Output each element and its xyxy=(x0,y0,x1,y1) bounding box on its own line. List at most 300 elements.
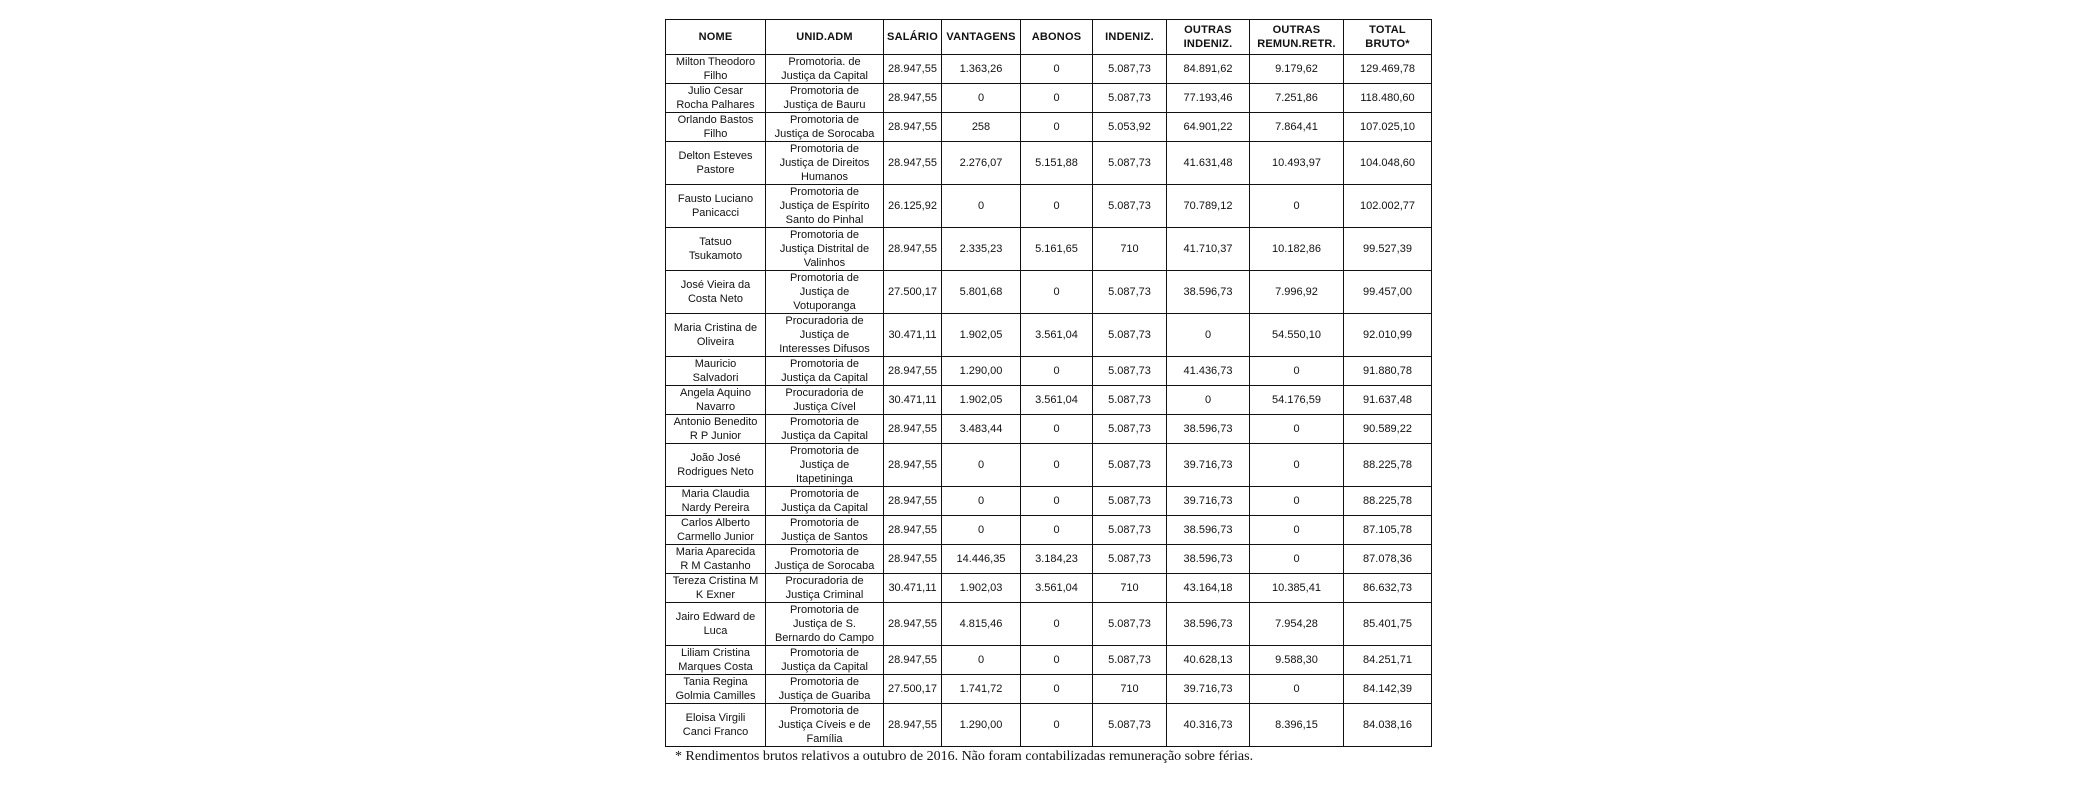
nome-cell xyxy=(666,113,766,142)
vantagens-cell: 1.902,05 xyxy=(942,314,1021,357)
cell-line: Canci Franco xyxy=(682,726,749,738)
nome-cell xyxy=(666,704,766,747)
outras-indeniz-cell: 40.316,73 xyxy=(1167,704,1250,747)
cell-line: Humanos xyxy=(800,171,849,183)
salario-cell: 28.947,55 xyxy=(884,415,942,444)
outras-remun-cell: 54.550,10 xyxy=(1250,314,1344,357)
total-bruto-cell: 107.025,10 xyxy=(1344,113,1432,142)
cell-line: Promotoria de xyxy=(789,445,860,457)
abonos-cell: 0 xyxy=(1021,415,1093,444)
salario-cell: 28.947,55 xyxy=(884,113,942,142)
outras-indeniz-cell: 0 xyxy=(1167,386,1250,415)
table-row xyxy=(666,55,1432,84)
header-label: NOME xyxy=(698,31,733,43)
table-row xyxy=(666,228,1432,271)
abonos-cell: 0 xyxy=(1021,704,1093,747)
outras-remun-cell: 0 xyxy=(1250,487,1344,516)
outras-indeniz-cell: 41.436,73 xyxy=(1167,357,1250,386)
cell-line: Procuradoria de xyxy=(785,315,864,327)
total-bruto-cell: 88.225,78 xyxy=(1344,444,1432,487)
abonos-cell: 5.161,65 xyxy=(1021,228,1093,271)
cell-line: Angela Aquino xyxy=(680,387,751,399)
unid-adm-cell xyxy=(766,314,884,357)
abonos-cell: 0 xyxy=(1021,185,1093,228)
total-bruto-cell: 129.469,78 xyxy=(1344,55,1432,84)
outras-remun-cell: 0 xyxy=(1250,516,1344,545)
cell-line: R P Junior xyxy=(689,430,742,442)
indeniz-cell: 5.087,73 xyxy=(1093,646,1167,675)
salario-cell: 30.471,11 xyxy=(884,314,942,357)
header-label: TOTAL xyxy=(1369,24,1406,36)
outras-indeniz-cell: 38.596,73 xyxy=(1167,545,1250,574)
cell-line: Justiça de Espírito xyxy=(779,200,870,212)
cell-line: Tatsuo xyxy=(699,236,732,248)
vantagens-cell: 3.483,44 xyxy=(942,415,1021,444)
total-bruto-cell: 85.401,75 xyxy=(1344,603,1432,646)
cell-line: Orlando Bastos xyxy=(677,114,754,126)
nome-cell xyxy=(666,646,766,675)
header-label: OUTRAS xyxy=(1272,24,1321,36)
indeniz-cell: 5.087,73 xyxy=(1093,185,1167,228)
col-unid-adm-header xyxy=(766,20,884,55)
cell-line: Filho xyxy=(703,128,728,140)
unid-adm-cell xyxy=(766,574,884,603)
table-body xyxy=(666,55,1432,747)
cell-line: Justiça de Sorocaba xyxy=(774,128,875,140)
cell-line: Promotoria de xyxy=(789,143,860,155)
cell-line: Luca xyxy=(703,625,728,637)
cell-line: Golmia Camilles xyxy=(675,690,756,702)
vantagens-cell: 1.902,03 xyxy=(942,574,1021,603)
indeniz-cell: 710 xyxy=(1093,675,1167,704)
footnote: * Rendimentos brutos relativos a outubro de 2016. Não foram contabilizadas remuneração sobre férias. xyxy=(675,749,1254,764)
salario-cell: 26.125,92 xyxy=(884,185,942,228)
indeniz-cell: 5.053,92 xyxy=(1093,113,1167,142)
nome-cell xyxy=(666,574,766,603)
salario-cell: 28.947,55 xyxy=(884,646,942,675)
outras-remun-cell: 10.493,97 xyxy=(1250,142,1344,185)
nome-cell xyxy=(666,314,766,357)
vantagens-cell: 0 xyxy=(942,84,1021,113)
outras-indeniz-cell: 77.193,46 xyxy=(1167,84,1250,113)
outras-remun-cell: 0 xyxy=(1250,185,1344,228)
abonos-cell: 0 xyxy=(1021,55,1093,84)
nome-cell xyxy=(666,415,766,444)
indeniz-cell: 5.087,73 xyxy=(1093,545,1167,574)
col-salario-header xyxy=(884,20,942,55)
header-label: OUTRAS xyxy=(1184,24,1232,36)
cell-line: R M Castanho xyxy=(680,560,751,572)
outras-remun-cell: 7.864,41 xyxy=(1250,113,1344,142)
cell-line: Promotoria de xyxy=(789,546,860,558)
cell-line: Promotoria de xyxy=(789,676,860,688)
outras-remun-cell: 7.251,86 xyxy=(1250,84,1344,113)
salario-cell: 28.947,55 xyxy=(884,704,942,747)
abonos-cell: 3.561,04 xyxy=(1021,386,1093,415)
nome-cell xyxy=(666,142,766,185)
cell-line: Justiça de xyxy=(799,459,850,471)
unid-adm-cell xyxy=(766,386,884,415)
cell-line: Justiça Distrital de xyxy=(779,243,870,255)
total-bruto-cell: 87.078,36 xyxy=(1344,545,1432,574)
header-label: INDENIZ. xyxy=(1105,31,1154,43)
salario-cell: 28.947,55 xyxy=(884,516,942,545)
total-bruto-cell: 91.880,78 xyxy=(1344,357,1432,386)
nome-cell xyxy=(666,357,766,386)
total-bruto-cell: 91.637,48 xyxy=(1344,386,1432,415)
cell-line: Itapetininga xyxy=(796,473,853,485)
outras-remun-cell: 10.385,41 xyxy=(1250,574,1344,603)
cell-line: Eloisa Virgili xyxy=(685,712,746,724)
header-label: VANTAGENS xyxy=(946,31,1016,43)
outras-indeniz-cell: 0 xyxy=(1167,314,1250,357)
header-label: ABONOS xyxy=(1031,31,1082,43)
cell-line: Navarro xyxy=(695,401,736,413)
total-bruto-cell: 84.038,16 xyxy=(1344,704,1432,747)
cell-line: Maria Aparecida xyxy=(675,546,756,558)
indeniz-cell: 5.087,73 xyxy=(1093,386,1167,415)
abonos-cell: 0 xyxy=(1021,516,1093,545)
cell-line: Votuporanga xyxy=(793,300,856,312)
total-bruto-cell: 88.225,78 xyxy=(1344,487,1432,516)
abonos-cell: 0 xyxy=(1021,444,1093,487)
unid-adm-cell xyxy=(766,444,884,487)
table-row xyxy=(666,444,1432,487)
abonos-cell: 0 xyxy=(1021,113,1093,142)
salario-cell: 30.471,11 xyxy=(884,386,942,415)
outras-indeniz-cell: 41.631,48 xyxy=(1167,142,1250,185)
outras-indeniz-cell: 38.596,73 xyxy=(1167,603,1250,646)
unid-adm-cell xyxy=(766,113,884,142)
cell-line: Maria Cristina de xyxy=(673,322,758,334)
unid-adm-cell xyxy=(766,185,884,228)
salario-cell: 28.947,55 xyxy=(884,142,942,185)
cell-line: Antonio Benedito xyxy=(673,416,758,428)
indeniz-cell: 5.087,73 xyxy=(1093,55,1167,84)
abonos-cell: 3.184,23 xyxy=(1021,545,1093,574)
vantagens-cell: 0 xyxy=(942,444,1021,487)
abonos-cell: 0 xyxy=(1021,675,1093,704)
cell-line: Justiça da Capital xyxy=(781,372,868,384)
salario-cell: 28.947,55 xyxy=(884,487,942,516)
total-bruto-cell: 84.251,71 xyxy=(1344,646,1432,675)
unid-adm-cell xyxy=(766,271,884,314)
unid-adm-cell xyxy=(766,704,884,747)
cell-line: Promotoria de xyxy=(789,358,860,370)
total-bruto-cell: 104.048,60 xyxy=(1344,142,1432,185)
unid-adm-cell xyxy=(766,487,884,516)
indeniz-cell: 5.087,73 xyxy=(1093,487,1167,516)
cell-line: Tsukamoto xyxy=(688,250,743,262)
cell-line: Liliam Cristina xyxy=(680,647,751,659)
outras-indeniz-cell: 40.628,13 xyxy=(1167,646,1250,675)
cell-line: Carlos Alberto xyxy=(680,517,751,529)
outras-remun-cell: 0 xyxy=(1250,444,1344,487)
nome-cell xyxy=(666,603,766,646)
salario-cell: 28.947,55 xyxy=(884,55,942,84)
unid-adm-cell xyxy=(766,603,884,646)
cell-line: Tania Regina xyxy=(683,676,748,688)
unid-adm-cell xyxy=(766,545,884,574)
cell-line: Justiça de Guariba xyxy=(778,690,871,702)
total-bruto-cell: 118.480,60 xyxy=(1344,84,1432,113)
cell-line: Justiça de xyxy=(799,329,850,341)
table-row xyxy=(666,84,1432,113)
vantagens-cell: 2.276,07 xyxy=(942,142,1021,185)
salary-table xyxy=(665,19,1432,747)
cell-line: Marques Costa xyxy=(678,661,753,673)
outras-indeniz-cell: 38.596,73 xyxy=(1167,271,1250,314)
vantagens-cell: 1.363,26 xyxy=(942,55,1021,84)
col-vantagens-header xyxy=(942,20,1021,55)
cell-line: Justiça de Direitos xyxy=(779,157,870,169)
abonos-cell: 0 xyxy=(1021,357,1093,386)
salario-cell: 27.500,17 xyxy=(884,675,942,704)
indeniz-cell: 5.087,73 xyxy=(1093,415,1167,444)
abonos-cell: 3.561,04 xyxy=(1021,314,1093,357)
cell-line: José Vieira da xyxy=(680,279,751,291)
cell-line: Milton Theodoro xyxy=(675,56,756,68)
nome-cell xyxy=(666,386,766,415)
salario-cell: 28.947,55 xyxy=(884,545,942,574)
salario-cell: 27.500,17 xyxy=(884,271,942,314)
unid-adm-cell xyxy=(766,646,884,675)
vantagens-cell: 1.741,72 xyxy=(942,675,1021,704)
cell-line: Procuradoria de xyxy=(785,387,864,399)
cell-line: Justiça Criminal xyxy=(785,589,864,601)
indeniz-cell: 710 xyxy=(1093,228,1167,271)
table-row xyxy=(666,113,1432,142)
cell-line: Rocha Palhares xyxy=(676,99,755,111)
cell-line: Promotoria de xyxy=(789,272,860,284)
salario-cell: 28.947,55 xyxy=(884,84,942,113)
nome-cell xyxy=(666,55,766,84)
unid-adm-cell xyxy=(766,84,884,113)
table-row xyxy=(666,271,1432,314)
cell-line: Bernardo do Campo xyxy=(774,632,875,644)
outras-remun-cell: 0 xyxy=(1250,415,1344,444)
table-row xyxy=(666,574,1432,603)
nome-cell xyxy=(666,84,766,113)
vantagens-cell: 1.902,05 xyxy=(942,386,1021,415)
table-row xyxy=(666,487,1432,516)
total-bruto-cell: 87.105,78 xyxy=(1344,516,1432,545)
header-label: SALÁRIO xyxy=(887,31,938,43)
cell-line: Oliveira xyxy=(696,336,735,348)
cell-line: Promotoria. de xyxy=(788,56,861,68)
cell-line: Panicacci xyxy=(691,207,740,219)
col-abonos-header xyxy=(1021,20,1093,55)
cell-line: Justiça Cível xyxy=(793,401,856,413)
cell-line: Justiça da Capital xyxy=(781,430,868,442)
outras-remun-cell: 8.396,15 xyxy=(1250,704,1344,747)
cell-line: Pastore xyxy=(696,164,735,176)
cell-line: Costa Neto xyxy=(687,293,744,305)
cell-line: Promotoria de xyxy=(789,416,860,428)
vantagens-cell: 2.335,23 xyxy=(942,228,1021,271)
cell-line: Justiça de xyxy=(799,286,850,298)
table-row xyxy=(666,185,1432,228)
outras-remun-cell: 54.176,59 xyxy=(1250,386,1344,415)
unid-adm-cell xyxy=(766,55,884,84)
header-label: UNID.ADM xyxy=(796,31,853,43)
col-outras-indeniz-header xyxy=(1167,20,1250,55)
outras-remun-cell: 9.179,62 xyxy=(1250,55,1344,84)
table-row xyxy=(666,142,1432,185)
indeniz-cell: 5.087,73 xyxy=(1093,142,1167,185)
indeniz-cell: 5.087,73 xyxy=(1093,444,1167,487)
outras-indeniz-cell: 38.596,73 xyxy=(1167,415,1250,444)
cell-line: Justiça da Capital xyxy=(781,661,868,673)
abonos-cell: 0 xyxy=(1021,487,1093,516)
indeniz-cell: 5.087,73 xyxy=(1093,84,1167,113)
cell-line: Filho xyxy=(703,70,728,82)
total-bruto-cell: 84.142,39 xyxy=(1344,675,1432,704)
table-row xyxy=(666,603,1432,646)
outras-indeniz-cell: 38.596,73 xyxy=(1167,516,1250,545)
nome-cell xyxy=(666,675,766,704)
outras-indeniz-cell: 39.716,73 xyxy=(1167,675,1250,704)
vantagens-cell: 0 xyxy=(942,185,1021,228)
outras-remun-cell: 7.954,28 xyxy=(1250,603,1344,646)
outras-remun-cell: 10.182,86 xyxy=(1250,228,1344,271)
unid-adm-cell xyxy=(766,516,884,545)
cell-line: Procuradoria de xyxy=(785,575,864,587)
salary-sheet xyxy=(665,19,1431,765)
outras-indeniz-cell: 43.164,18 xyxy=(1167,574,1250,603)
unid-adm-cell xyxy=(766,142,884,185)
cell-line: Rodrigues Neto xyxy=(677,466,754,478)
cell-line: Justiça de Santos xyxy=(781,531,868,543)
outras-indeniz-cell: 84.891,62 xyxy=(1167,55,1250,84)
vantagens-cell: 258 xyxy=(942,113,1021,142)
unid-adm-cell xyxy=(766,675,884,704)
cell-line: Promotoria de xyxy=(789,85,860,97)
vantagens-cell: 0 xyxy=(942,516,1021,545)
outras-indeniz-cell: 39.716,73 xyxy=(1167,444,1250,487)
col-nome-header xyxy=(666,20,766,55)
nome-cell xyxy=(666,487,766,516)
salario-cell: 28.947,55 xyxy=(884,357,942,386)
cell-line: Família xyxy=(806,733,843,745)
cell-line: Nardy Pereira xyxy=(681,502,750,514)
salario-cell: 28.947,55 xyxy=(884,603,942,646)
indeniz-cell: 5.087,73 xyxy=(1093,357,1167,386)
nome-cell xyxy=(666,545,766,574)
total-bruto-cell: 102.002,77 xyxy=(1344,185,1432,228)
cell-line: João José xyxy=(690,452,741,464)
cell-line: Promotoria de xyxy=(789,114,860,126)
cell-line: Promotoria de xyxy=(789,647,860,659)
vantagens-cell: 0 xyxy=(942,646,1021,675)
indeniz-cell: 5.087,73 xyxy=(1093,516,1167,545)
cell-line: Interesses Difusos xyxy=(779,343,870,355)
unid-adm-cell xyxy=(766,415,884,444)
unid-adm-cell xyxy=(766,228,884,271)
vantagens-cell: 1.290,00 xyxy=(942,357,1021,386)
table-row xyxy=(666,386,1432,415)
cell-line: Delton Esteves xyxy=(678,150,753,162)
cell-line: Justiça da Capital xyxy=(781,502,868,514)
table-row xyxy=(666,545,1432,574)
cell-line: K Exner xyxy=(695,589,736,601)
cell-line: Fausto Luciano xyxy=(677,193,754,205)
cell-line: Santo do Pinhal xyxy=(785,214,864,226)
table-row xyxy=(666,516,1432,545)
cell-line: Promotoria de xyxy=(789,705,860,717)
cell-line: Promotoria de xyxy=(789,517,860,529)
indeniz-cell: 710 xyxy=(1093,574,1167,603)
total-bruto-cell: 86.632,73 xyxy=(1344,574,1432,603)
cell-line: Promotoria de xyxy=(789,229,860,241)
table-row xyxy=(666,415,1432,444)
cell-line: Justiça de S. xyxy=(793,618,856,630)
vantagens-cell: 0 xyxy=(942,487,1021,516)
col-indeniz-header xyxy=(1093,20,1167,55)
cell-line: Justiça de Sorocaba xyxy=(774,560,875,572)
header-row xyxy=(666,20,1432,55)
abonos-cell: 0 xyxy=(1021,271,1093,314)
cell-line: Valinhos xyxy=(803,257,846,269)
outras-indeniz-cell: 39.716,73 xyxy=(1167,487,1250,516)
cell-line: Justiça de Bauru xyxy=(783,99,866,111)
header-label: INDENIZ. xyxy=(1183,38,1233,50)
nome-cell xyxy=(666,271,766,314)
nome-cell xyxy=(666,228,766,271)
abonos-cell: 0 xyxy=(1021,603,1093,646)
table-row xyxy=(666,704,1432,747)
nome-cell xyxy=(666,444,766,487)
total-bruto-cell: 90.589,22 xyxy=(1344,415,1432,444)
cell-line: Salvadori xyxy=(692,372,739,384)
cell-line: Justiça da Capital xyxy=(781,70,868,82)
vantagens-cell: 5.801,68 xyxy=(942,271,1021,314)
outras-remun-cell: 0 xyxy=(1250,357,1344,386)
table-row xyxy=(666,314,1432,357)
cell-line: Justiça Cíveis e de xyxy=(778,719,871,731)
cell-line: Carmello Junior xyxy=(676,531,755,543)
indeniz-cell: 5.087,73 xyxy=(1093,271,1167,314)
outras-remun-cell: 0 xyxy=(1250,675,1344,704)
salario-cell: 28.947,55 xyxy=(884,228,942,271)
header-label: BRUTO* xyxy=(1365,38,1410,50)
cell-line: Tereza Cristina M xyxy=(672,575,759,587)
col-outras-remun-retr-header xyxy=(1250,20,1344,55)
cell-line: Maria Claudia xyxy=(681,488,750,500)
vantagens-cell: 14.446,35 xyxy=(942,545,1021,574)
unid-adm-cell xyxy=(766,357,884,386)
indeniz-cell: 5.087,73 xyxy=(1093,314,1167,357)
table-row xyxy=(666,646,1432,675)
abonos-cell: 3.561,04 xyxy=(1021,574,1093,603)
outras-indeniz-cell: 41.710,37 xyxy=(1167,228,1250,271)
abonos-cell: 0 xyxy=(1021,646,1093,675)
salario-cell: 30.471,11 xyxy=(884,574,942,603)
table-row xyxy=(666,357,1432,386)
outras-remun-cell: 9.588,30 xyxy=(1250,646,1344,675)
abonos-cell: 0 xyxy=(1021,84,1093,113)
cell-line: Promotoria de xyxy=(789,186,860,198)
nome-cell xyxy=(666,185,766,228)
total-bruto-cell: 92.010,99 xyxy=(1344,314,1432,357)
nome-cell xyxy=(666,516,766,545)
total-bruto-cell: 99.457,00 xyxy=(1344,271,1432,314)
cell-line: Promotoria de xyxy=(789,488,860,500)
vantagens-cell: 1.290,00 xyxy=(942,704,1021,747)
table-row xyxy=(666,675,1432,704)
total-bruto-cell: 99.527,39 xyxy=(1344,228,1432,271)
cell-line: Jairo Edward de xyxy=(675,611,756,623)
